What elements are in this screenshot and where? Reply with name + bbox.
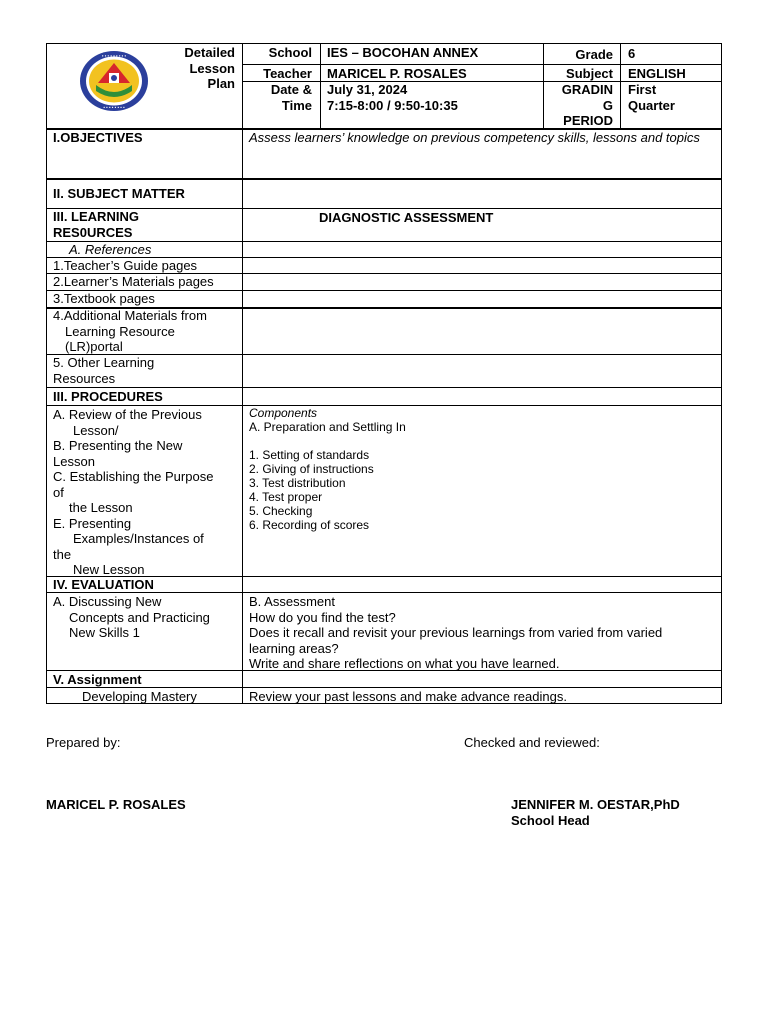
- learning-resources-label: III. LEARNING RES0URCES: [53, 209, 139, 240]
- objectives-value: Assess learners’ knowledge on previous competency skills, lessons and topics: [249, 130, 700, 145]
- date-time-value: July 31, 2024 7:15-8:00 / 9:50-10:35: [327, 82, 458, 113]
- evaluation-label: IV. EVALUATION: [53, 577, 154, 592]
- header-divider: [620, 43, 621, 129]
- preparer-name: MARICEL P. ROSALES: [46, 797, 186, 812]
- grading-period-label: GRADIN G PERIOD: [561, 82, 613, 128]
- subject-matter-label: II. SUBJECT MATTER: [53, 186, 185, 201]
- svg-text:• • • • • • • •: • • • • • • • •: [103, 105, 125, 110]
- grade-value: 6: [628, 46, 636, 61]
- date-time-label: Date & Time: [270, 82, 312, 113]
- prepared-by-label: Prepared by:: [46, 735, 121, 750]
- references-label: A. References: [69, 242, 152, 257]
- additional-materials-label: 4.Additional Materials from Learning Resource (LR)portal: [53, 308, 207, 354]
- grade-label: Grade: [575, 47, 613, 62]
- header-divider: [543, 43, 544, 129]
- row-divider: [46, 687, 722, 688]
- school-seal-icon: [78, 49, 150, 113]
- row-divider: [46, 387, 722, 388]
- header-divider: [242, 43, 243, 704]
- preparation-label: A. Preparation and Settling In: [249, 420, 406, 434]
- diagnostic-assessment-title: DIAGNOSTIC ASSESSMENT: [319, 210, 494, 225]
- school-head-name: JENNIFER M. OESTAR,PhD School Head: [511, 797, 680, 828]
- subject-label: Subject: [566, 66, 613, 81]
- school-label: School: [268, 45, 312, 60]
- row-divider: [46, 208, 722, 209]
- checked-reviewed-label: Checked and reviewed:: [464, 735, 600, 750]
- row-divider: [242, 64, 722, 65]
- row-divider: [46, 405, 722, 406]
- teacher-value: MARICEL P. ROSALES: [327, 66, 467, 81]
- teachers-guide-label: 1.Teacher’s Guide pages: [53, 258, 198, 273]
- lesson-plan-title: Detailed Lesson Plan: [184, 45, 235, 91]
- textbook-pages-label: 3.Textbook pages: [53, 291, 155, 306]
- grading-period-value: First Quarter: [628, 82, 675, 113]
- learners-materials-label: 2.Learner’s Materials pages: [53, 274, 214, 289]
- procedures-label: III. PROCEDURES: [53, 389, 163, 404]
- evaluation-right: B. Assessment How do you find the test? Does it recall and revisit your previous learnings from varied from varied learning areas? Write and share reflections on what you have learned.: [249, 594, 663, 671]
- components-steps: 1. Setting of standards 2. Giving of instructions 3. Test distribution 4. Test proper 5. Checking 6. Recording of scores: [249, 448, 374, 532]
- row-divider: [46, 178, 722, 180]
- objectives-label: I.OBJECTIVES: [53, 130, 143, 145]
- evaluation-left: A. Discussing New Concepts and Practicing New Skills 1: [53, 594, 210, 640]
- school-value: IES – BOCOHAN ANNEX: [327, 45, 479, 60]
- teacher-label: Teacher: [263, 66, 312, 81]
- developing-mastery-label: Developing Mastery: [82, 689, 197, 704]
- components-label: Components: [249, 406, 318, 420]
- procedures-steps-list: A. Review of the Previous Lesson/ B. Presenting the New Lesson C. Establishing the Purpose of the Lesson E. Presenting Examples/Instances of the New Lesson: [53, 407, 214, 577]
- svg-text:• • • • • • • • •: • • • • • • • • •: [101, 53, 127, 59]
- assignment-label: V. Assignment: [53, 672, 142, 687]
- other-resources-label: 5. Other Learning Resources: [53, 355, 155, 386]
- subject-value: ENGLISH: [628, 66, 686, 81]
- header-divider: [320, 43, 321, 129]
- developing-mastery-value: Review your past lessons and make advance readings.: [249, 689, 567, 704]
